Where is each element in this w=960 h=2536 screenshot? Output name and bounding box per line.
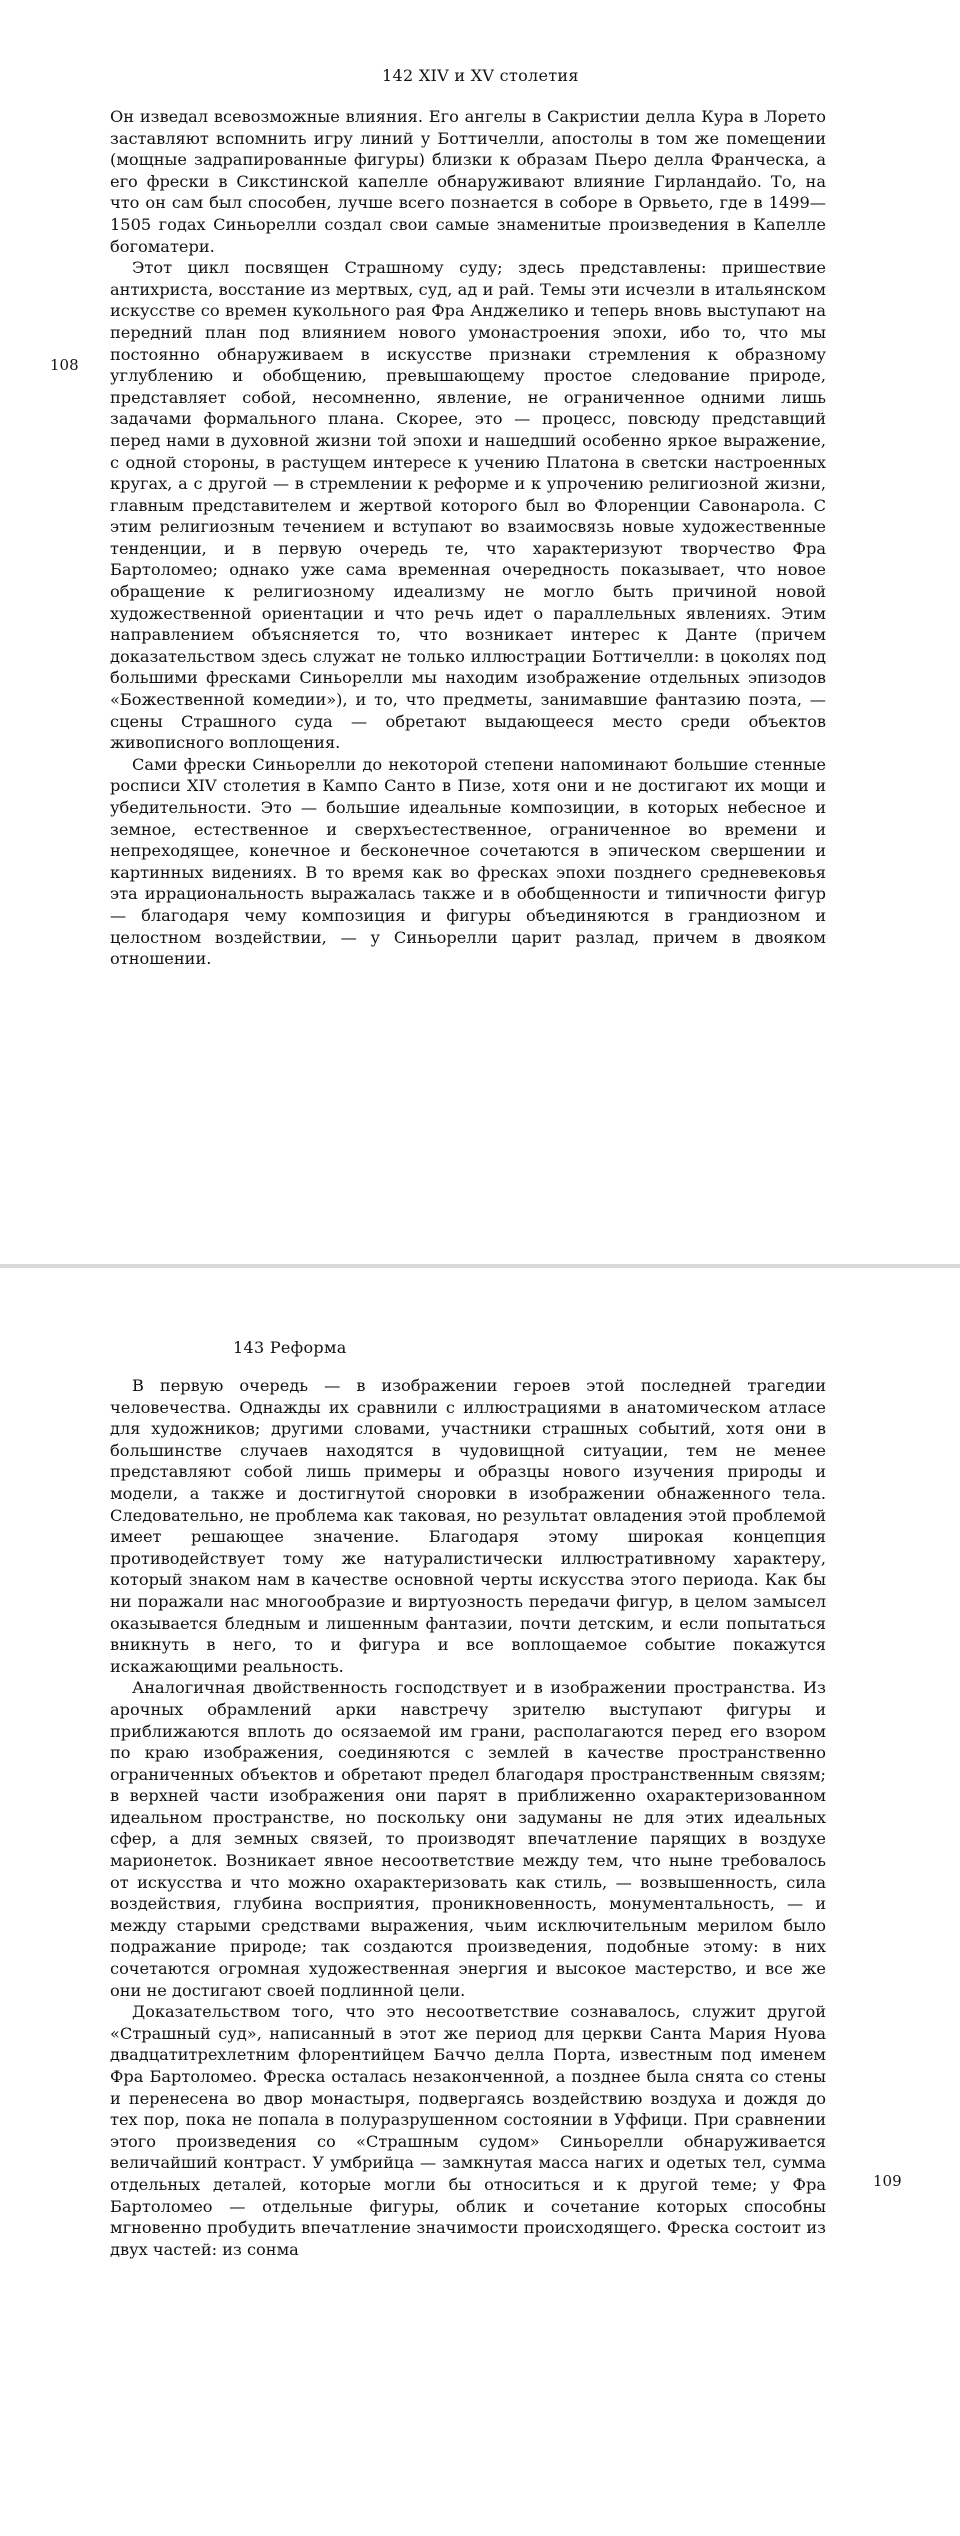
running-header: 143 Реформа: [233, 1338, 347, 1357]
paragraph: Аналогичная двойственность господствует и в изображении пространства. Из арочных обрамлений арки навстречу зрителю выступают фигуры и приближаются вплоть до осязаемой им грани, располагаются перед его взором по краю изображения, соединяются с землей в качестве пространственно ограниченных объектов и обретают предел благодаря пространственным связям; в верхней части изображения они парят в приближенно охарактеризованном идеальном пространстве, но поскольку они задуманы не для этих идеальных сфер, а для земных связей, то производят впечатление парящих в воздухе марионеток. Возникает явное несоответствие между тем, что ныне требовалось от искусства и что можно охарактеризовать как стиль, — возвышенность, сила воздействия, глубина восприятия, проникновенность, монументальность, — и между старыми средствами выражения, чьим исключительным мерилом было подражание природе; так создаются произведения, подобные этому: в них сочетаются огромная художественная энергия и высокое мастерство, и все же они не достигают своей подлинной цели.: [110, 1678, 826, 2000]
paragraph: Он изведал всевозможные влияния. Его ангелы в Сакристии делла Кура в Лорето заставляют вспомнить игру линий у Боттичелли, апостолы в том же помещении (мощные задрапированные фигуры) близки к образам Пьеро делла Франческа, а его фрески в Сикстинской капелле обнаруживают влияние Гирландайо. То, на что он сам был способен, лучше всего познается в соборе в Орвьето, где в 1499—1505 годах Синьорелли создал свои самые знаменитые произведения в Капелле богоматери.: [110, 107, 826, 256]
paragraph: Этот цикл посвящен Страшному суду; здесь представлены: пришествие антихриста, восстание из мертвых, суд, ад и рай. Темы эти исчезли в итальянском искусстве со времен кукольного рая Фра Анджелико и теперь вновь выступают на передний план под влиянием нового умонастроения эпохи, ибо то, что мы постоянно обнаруживаем в искусстве признаки стремления к образному углублению и обобщению, превышающему простое следование природе, представляет собой, несомненно, явление, не ограниченное одними лишь задачами формального плана. Скорее, это — процесс, повсюду представщий перед нами в духовной жизни той эпохи и нашедший особенно яркое выражение, с одной стороны, в растущем интересе к учению Платона в светски настроенных кругах, а с другой — в стремлении к реформе и к упрочению религиозной жизни, главным представителем и жертвой которого был во Флоренции Савонарола. С этим религиозным течением и вступают во взаимосвязь новые художественные тенденции, и в первую очередь те, что характеризуют творчество Фра Бартоломео; однако уже сама временная очередность показывает, что новое обращение к религиозному идеализму не могло быть причиной новой художественной ориентации и что речь идет о параллельных явлениях. Этим направлением объясняется то, что возникает интерес к Данте (причем доказательством здесь служат не только иллюстрации Боттичелли: в цоколях под большими фресками Синьорелли мы находим изображение отдельных эпизодов «Божественной комедии»), и то, что предметы, занимавшие фантазию поэта, — сцены Страшного суда — обретают выдающееся место среди объектов живописного воплощения.: [110, 258, 826, 753]
paragraph: Доказательством того, что это несоответствие сознавалось, служит другой «Страшный суд», написанный в этот же период для церкви Санта Мария Нуова двадцатитрехлетним флорентийцем Баччо делла Порта, известным под именем Фра Бартоломео. Фреска осталась незаконченной, а позднее была снята со стены и перенесена во двор монастыря, подвергаясь воздействию воздуха и дождя до тех пор, пока не попала в полуразрушенном состоянии в Уффици. При сравнении этого произведения со «Страшным судом» Синьорелли обнаруживается величайший контраст. У умбрийца — замкнутая масса нагих и одетых тел, сумма отдельных деталей, которые могли бы относиться и к другой теме; у Фра Бартоломео — отдельные фигуры, облик и сочетание которых способны мгновенно пробудить впечатление значимости происходящего. Фреска состоит из двух частей: из сонма: [110, 2002, 826, 2259]
body-text: [110, 106, 826, 970]
margin-page-number: 109: [873, 2172, 902, 2190]
running-header: 142 XIV и XV столетия: [382, 66, 579, 85]
margin-page-number: 108: [50, 356, 79, 374]
page-143: [0, 1268, 960, 2536]
paragraph: Сами фрески Синьорелли до некоторой степени напоминают большие стенные росписи XIV столетия в Кампо Санто в Пизе, хотя они и не достигают их мощи и убедительности. Это — большие идеальные композиции, в которых небесное и земное, естественное и сверхъестественное, ограниченное во времени и непреходящее, конечное и бесконечное сочетаются в эпическом свершении и картинных видениях. В то время как во фресках эпохи позднего средневековья эта иррациональность выражалась также и в обобщенности и типичности фигур — благодаря чему композиция и фигуры объединяются в грандиозном и целостном воздействии, — у Синьорелли царит разлад, причем в двояком отношении.: [110, 754, 826, 969]
paragraph: В первую очередь — в изображении героев этой последней трагедии человечества. Однажды их сравнили с иллюстрациями в анатомическом атласе для художников; другими словами, участники страшных событий, хотя они в большинстве случаев находятся в чудовищной ситуации, тем не менее представляют собой лишь примеры и образцы нового изучения природы и модели, а также и достигнутой сноровки в изображении обнаженного тела. Следовательно, не проблема как таковая, но результат овладения этой проблемой имеет решающее значение. Благодаря этому широкая концепция противодействует тому же натуралистически иллюстративному характеру, который знаком нам в качестве основной черты искусства этого периода. Как бы ни поражали нас многообразие и виртуозность передачи фигур, в целом замысел оказывается бледным и лишенным фантазии, почти детским, и если попытаться вникнуть в него, то и фигура и все воплощаемое событие покажутся искажающими реальность.: [110, 1376, 826, 1676]
body-text: [110, 1375, 826, 2260]
